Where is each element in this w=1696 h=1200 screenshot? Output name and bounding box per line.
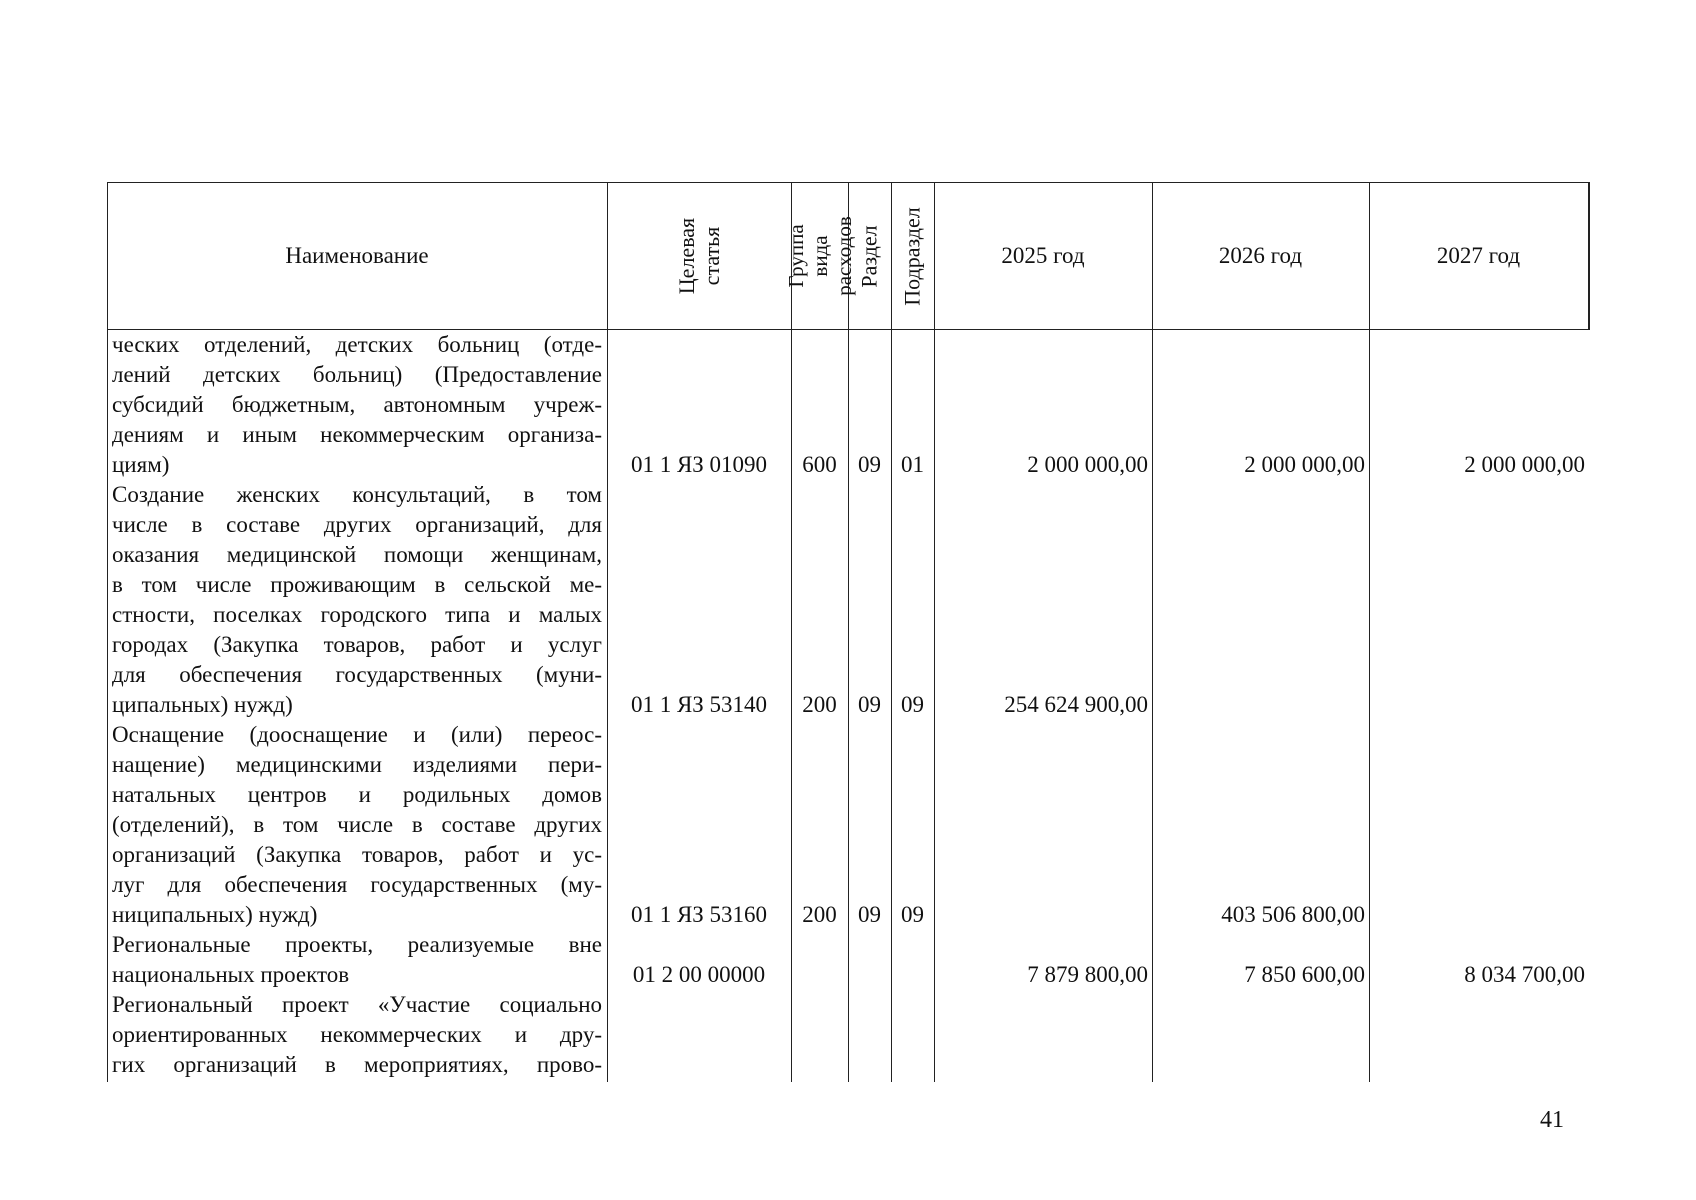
table-row-name <box>112 720 602 930</box>
row-text-line: ческих отделений, детских больниц (отде- <box>112 332 602 357</box>
row-text-line: городах (Закупка товаров, работ и услуг <box>112 632 602 657</box>
row-text-line: натальных центров и родильных домов <box>112 782 602 807</box>
header-subsection <box>891 182 934 330</box>
header-name: Наименование <box>285 243 429 268</box>
row-text-line: циям) <box>112 452 170 477</box>
row-code: 01 1 ЯЗ 53160 <box>630 902 768 927</box>
row-code: 01 1 ЯЗ 53140 <box>630 692 768 717</box>
row-section: 09 <box>858 902 881 927</box>
row-text-line: луг для обеспечения государственных (му- <box>112 872 602 897</box>
row-text-line: Региональный проект «Участие социально <box>112 992 602 1017</box>
row-text-line: ципальных) нужд) <box>112 692 293 717</box>
row-text-line: дениям и иным некоммерческим организа- <box>112 422 602 447</box>
row-text-line: организаций (Закупка товаров, работ и ус- <box>112 842 602 867</box>
header-2027: 2027 год <box>1436 243 1521 268</box>
row-text-line: числе в составе других организаций, для <box>112 512 602 537</box>
row-text-line: в том числе проживающим в сельской ме- <box>112 572 602 597</box>
row-text-line: стности, поселках городского типа и малых <box>112 602 602 627</box>
row-text-line: субсидий бюджетным, автономным учреж- <box>112 392 602 417</box>
row-text-line: Оснащение (дооснащение и (или) переос- <box>112 722 602 747</box>
row-text-line: (отделений), в том числе в составе других <box>112 812 602 837</box>
header-subsection-label: Подраздел <box>900 206 926 306</box>
row-text-line: для обеспечения государственных (муни- <box>112 662 602 687</box>
row-2025: 2 000 000,00 <box>1027 452 1148 477</box>
budget-table <box>107 182 1590 1082</box>
header-section-label: Раздел <box>857 224 883 288</box>
table-row-name <box>112 330 602 480</box>
column-border <box>1588 182 1589 330</box>
row-2026: 403 506 800,00 <box>1221 902 1365 927</box>
row-2027: 2 000 000,00 <box>1464 452 1585 477</box>
row-group: 200 <box>802 692 837 717</box>
page-number: 41 <box>1540 1107 1564 1133</box>
row-group: 200 <box>802 902 837 927</box>
row-text-line: лений детских больниц) (Предоставление <box>112 362 602 387</box>
header-2026: 2026 год <box>1218 243 1303 268</box>
row-group: 600 <box>802 452 837 477</box>
row-subsection: 09 <box>901 692 924 717</box>
row-text-line: национальных проектов <box>112 962 350 987</box>
row-section: 09 <box>858 452 881 477</box>
row-text-line: нащение) медицинскими изделиями пери- <box>112 752 602 777</box>
header-section <box>848 182 891 330</box>
row-subsection: 01 <box>901 452 924 477</box>
header-expense-group-label: Группа вида расходов <box>783 216 856 296</box>
table-row-name <box>112 480 602 720</box>
header-target-article-label: Целевая статья <box>674 217 724 295</box>
row-text-line: Создание женских консультаций, в том <box>112 482 602 507</box>
header-expense-group <box>783 182 856 330</box>
row-2026: 2 000 000,00 <box>1244 452 1365 477</box>
row-text-line: оказания медицинской помощи женщинам, <box>112 542 602 567</box>
row-2027: 8 034 700,00 <box>1464 962 1585 987</box>
row-section: 09 <box>858 692 881 717</box>
table-row-name <box>112 930 602 990</box>
row-2025: 254 624 900,00 <box>1004 692 1148 717</box>
header-2025: 2025 год <box>1001 243 1085 268</box>
row-2025: 7 879 800,00 <box>1027 962 1148 987</box>
row-text-line: ниципальных) нужд) <box>112 902 318 927</box>
row-2026: 7 850 600,00 <box>1244 962 1365 987</box>
table-row-name <box>112 990 602 1080</box>
header-target-article <box>607 182 791 330</box>
row-text-line: Региональные проекты, реализуемые вне <box>112 932 602 957</box>
row-text-line: гих организаций в мероприятиях, прово- <box>112 1052 602 1077</box>
row-text-line: ориентированных некоммерческих и дру- <box>112 1022 602 1047</box>
row-subsection: 09 <box>901 902 924 927</box>
row-code: 01 1 ЯЗ 01090 <box>630 452 768 477</box>
row-code: 01 2 00 00000 <box>632 962 766 987</box>
